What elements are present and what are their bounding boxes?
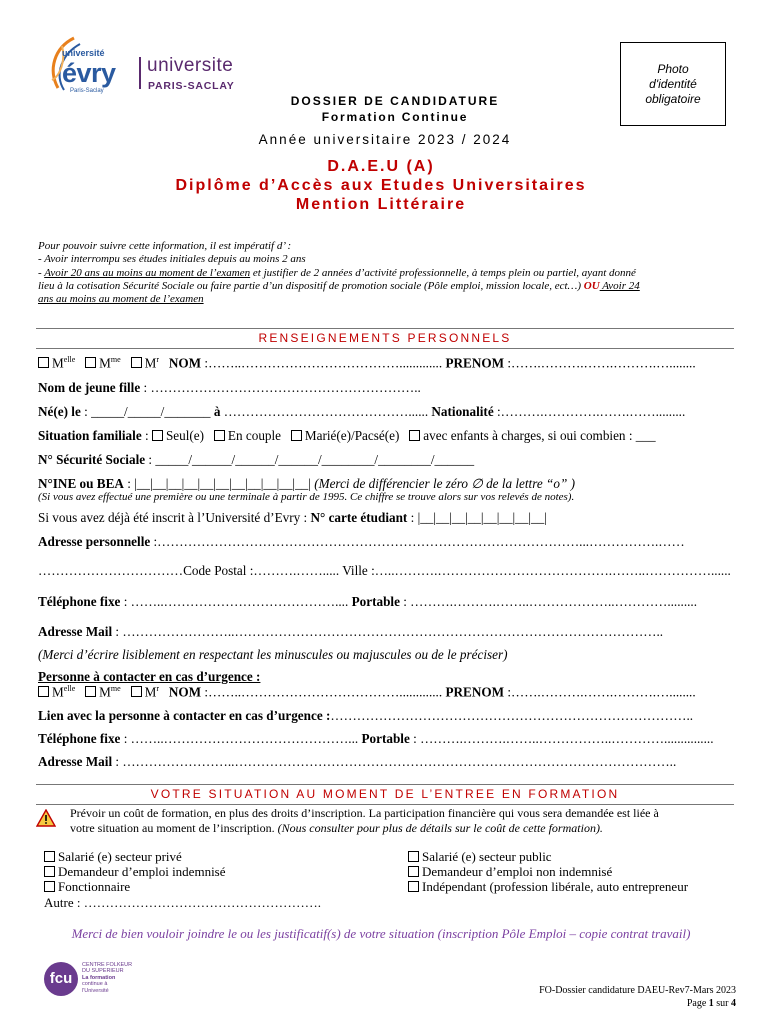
- option-public-employee[interactable]: Salarié (e) secteur public: [408, 849, 688, 864]
- row-contact-name: $M^{elle}$ $M^{me}$ $M^r$ NOM :……..………………………………............. PRENOM :…….……….…….……….…........: [38, 684, 696, 700]
- social-security-label: N° Sécurité Sociale: [38, 452, 146, 467]
- address-label: Adresse personnelle: [38, 534, 151, 549]
- row-social-security: [38, 452, 474, 468]
- social-security-field[interactable]: : _____/______/______/______/________/________/______: [145, 452, 475, 467]
- contact-prenom-field[interactable]: :…….……….…….……….…........: [504, 684, 696, 700]
- contact-relation-label: Lien avec la personne à contacter en cas d’urgence :: [38, 708, 331, 723]
- diploma-code: D.A.E.U (A): [327, 158, 435, 175]
- ine-field[interactable]: : |__|__|__|__|__|__|__|__|__|__|__|: [123, 476, 315, 491]
- option-jobseeker-indemnified[interactable]: Demandeur d’emploi indemnisé: [44, 864, 226, 879]
- evry-logo-word: évry: [62, 58, 116, 88]
- nationality-field[interactable]: :……….………….…….…….........: [493, 404, 686, 419]
- photo-box-line2: d'identité: [649, 77, 697, 91]
- row-birth: [38, 404, 685, 420]
- intro-line2: - Avoir interrompu ses études initiales depuis au moins 2 ans: [38, 253, 306, 266]
- page-number: Page 1 sur 4: [686, 998, 736, 1009]
- postal-code-label: Code Postal: [183, 563, 247, 578]
- row-postal: [38, 563, 731, 579]
- email-field[interactable]: : ……………………..……………………………………………………………………………………..: [112, 624, 664, 639]
- situation-right-column: [408, 849, 688, 895]
- fcu-logo-mark: fcu: [44, 962, 78, 996]
- photo-box-line1: Photo: [657, 62, 689, 76]
- situation-left-column: [44, 849, 226, 895]
- ine-label: N°INE ou BEA: [38, 476, 124, 491]
- birth-place-field[interactable]: ……………………………………......: [220, 404, 432, 419]
- contact-checkbox-mlle[interactable]: [38, 686, 49, 697]
- contact-email-field[interactable]: : ……………………..………………………………………………………………………………………..: [112, 754, 677, 769]
- contact-checkbox-mr[interactable]: [131, 686, 142, 697]
- birth-date-field[interactable]: : _____/_____/_______: [80, 404, 214, 419]
- row-maiden-name: [38, 380, 421, 396]
- photo-box-line3: obligatoire: [645, 92, 701, 106]
- intro-block: [38, 240, 738, 306]
- mobile-label: Portable: [351, 594, 400, 609]
- contact-checkbox-mme[interactable]: [85, 686, 96, 697]
- contact-mobile-field[interactable]: : ……….……….……..……………..…………...............: [409, 731, 714, 746]
- city-field[interactable]: :…..……….………………………………….……..……………......: [367, 563, 731, 578]
- checkbox-mlle[interactable]: [38, 357, 49, 368]
- prenom-field[interactable]: :…….……….…….……….…........: [504, 355, 696, 371]
- diploma-name: Diplôme d’Accès aux Etudes Universitaires: [175, 177, 587, 194]
- maiden-name-label: Nom de jeune fille: [38, 380, 141, 395]
- student-card-field[interactable]: : |__|__|__|__|__|__|__|__|: [407, 510, 547, 525]
- mobile-field[interactable]: : ……….……….……..………………..………….........: [399, 594, 698, 609]
- contact-nom-label: NOM: [168, 684, 202, 700]
- row-civility-name: $M^{elle}$ $M^{me}$ $M^r$ NOM :……..………………………………............. PRENOM :…….……….…….……….…........: [38, 355, 696, 371]
- contact-email-label: Adresse Mail: [38, 754, 113, 769]
- email-label: Adresse Mail: [38, 624, 113, 639]
- checkbox-married[interactable]: [291, 430, 302, 441]
- section-personal-info: RENSEIGNEMENTS PERSONNELS: [36, 328, 734, 349]
- evry-logo-tagline: Paris-Saclay: [70, 88, 104, 94]
- age-20-requirement: Avoir 20 ans au moins au moment de l’examen: [44, 266, 251, 279]
- family-situation-label: Situation familiale: [38, 428, 142, 443]
- checkbox-mme[interactable]: [85, 357, 96, 368]
- nationality-label: Nationalité: [431, 404, 494, 419]
- prenom-label: PRENOM: [445, 355, 505, 371]
- formation-title: Formation Continue: [321, 110, 469, 124]
- ine-subnote: (Si vous avez effectué une première ou une terminale à partir de 1995. Ce chiffre se trouve alors sur vos relevés de notes).: [38, 491, 575, 503]
- row-contact-email: [38, 754, 676, 770]
- intro-line4: lieu à la cotisation Sécurité Sociale ou faire partie d’un dispositif de promotion sociale (Pôle emploi, mission locale, ect…) OU Avoir 24: [38, 279, 640, 292]
- address-line2-field[interactable]: ……………………………: [38, 563, 184, 578]
- phone-field[interactable]: : ……..…………………………………....: [120, 594, 352, 609]
- emergency-contact-title: Personne à contacter en cas d’urgence :: [38, 669, 261, 684]
- row-contact-phone: [38, 731, 714, 747]
- nom-label: NOM: [168, 355, 202, 371]
- contact-prenom-label: PRENOM: [445, 684, 505, 700]
- logo-divider: [139, 57, 141, 89]
- cost-warning: Prévoir un coût de formation, en plus des droits d’inscription. La participation financière qui vous sera demandée est liée à votre situation au moment de l’inscription. (Nous consulter pour plus de détails sur le coût de cette formation).: [70, 806, 659, 835]
- checkbox-mr[interactable]: [131, 357, 142, 368]
- checkbox-couple[interactable]: [214, 430, 225, 441]
- city-label: Ville: [342, 563, 368, 578]
- row-email: [38, 624, 663, 640]
- age-24-requirement: Avoir 24: [599, 279, 640, 292]
- warning-icon: [36, 809, 56, 827]
- contact-phone-label: Téléphone fixe: [38, 731, 121, 746]
- intro-line5: ans au moins au moment de l’examen: [38, 293, 204, 306]
- row-student-card: Si vous avez déjà été inscrit à l’Université d’Evry : N° carte étudiant : |__|__|__|__|__|__|__|__|: [38, 510, 547, 525]
- contact-relation-field[interactable]: ………………………………………………………………………..: [330, 708, 694, 723]
- fcu-logo: fcu CENTRE FOLKEUR DU SUPERIEUR La formation continue à l'Université: [44, 958, 144, 998]
- email-note: (Merci d’écrire lisiblement en respectant les minuscules ou majuscules ou de le préciser): [38, 647, 508, 662]
- contact-phone-field[interactable]: : ……..……………………………………...: [120, 731, 362, 746]
- option-private-employee[interactable]: Salarié (e) secteur privé: [44, 849, 226, 864]
- section-situation: VOTRE SITUATION AU MOMENT DE L’ENTREE EN FORMATION: [36, 784, 734, 805]
- row-family-situation: Situation familiale : Seul(e) En couple Marié(e)/Pacsé(e) avec enfants à charges, si oui combien : ___: [38, 428, 656, 443]
- intro-line3: - Avoir 20 ans au moins au moment de l’examen et justifier de 2 années d’activité professionnelle, à temps plein ou partiel, ayant donné: [38, 266, 636, 279]
- option-civil-servant[interactable]: Fonctionnaire: [44, 879, 226, 894]
- option-jobseeker-not-indemnified[interactable]: Demandeur d’emploi non indemnisé: [408, 864, 688, 879]
- ups-logo-line1: universite: [147, 55, 234, 76]
- option-independent[interactable]: Indépendant (profession libérale, auto entrepreneur: [408, 879, 688, 894]
- contact-mobile-label: Portable: [361, 731, 410, 746]
- row-ine: [38, 476, 575, 492]
- birth-place-label: à: [213, 404, 221, 419]
- nom-field[interactable]: :……..……………………………….............: [201, 355, 443, 371]
- address-field[interactable]: :……………………………………………………………………………………...…………….……: [150, 534, 685, 549]
- student-card-label: N° carte étudiant: [310, 510, 408, 525]
- intro-line1: Pour pouvoir suivre cette information, il est impératif d’ :: [38, 240, 292, 252]
- ups-logo-line2: PARIS-SACLAY: [148, 80, 235, 92]
- ine-note: (Merci de différencier le zéro ∅ de la lettre “o” ): [314, 476, 575, 491]
- row-contact-relation: [38, 708, 693, 724]
- evry-logo-line1: université: [62, 48, 105, 58]
- justification-note: Merci de bien vouloir joindre le ou les justificatif(s) de votre situation (inscription Pôle Emploi – copie contrat travail): [71, 926, 691, 941]
- checkbox-single[interactable]: [152, 430, 163, 441]
- row-phone: [38, 594, 697, 610]
- checkbox-children[interactable]: [409, 430, 420, 441]
- document-reference: FO-Dossier candidature DAEU-Rev7-Mars 2023: [539, 985, 736, 996]
- dossier-title: DOSSIER DE CANDIDATURE: [290, 94, 500, 108]
- diploma-mention: Mention Littéraire: [295, 196, 467, 213]
- or-keyword: OU: [583, 279, 600, 292]
- row-address: [38, 534, 685, 550]
- other-situation-field[interactable]: Autre : ……………………………………………….: [44, 895, 321, 910]
- phone-label: Téléphone fixe: [38, 594, 121, 609]
- postal-code-field[interactable]: :……….…….....: [246, 563, 343, 578]
- maiden-name-field[interactable]: : ……………………………………………………..: [140, 380, 421, 395]
- birth-date-label: Né(e) le: [38, 404, 81, 419]
- academic-year: Année universitaire 2023 / 2024: [258, 132, 512, 147]
- evry-logo: [40, 30, 144, 100]
- contact-nom-field[interactable]: :……..……………………………….............: [201, 684, 443, 700]
